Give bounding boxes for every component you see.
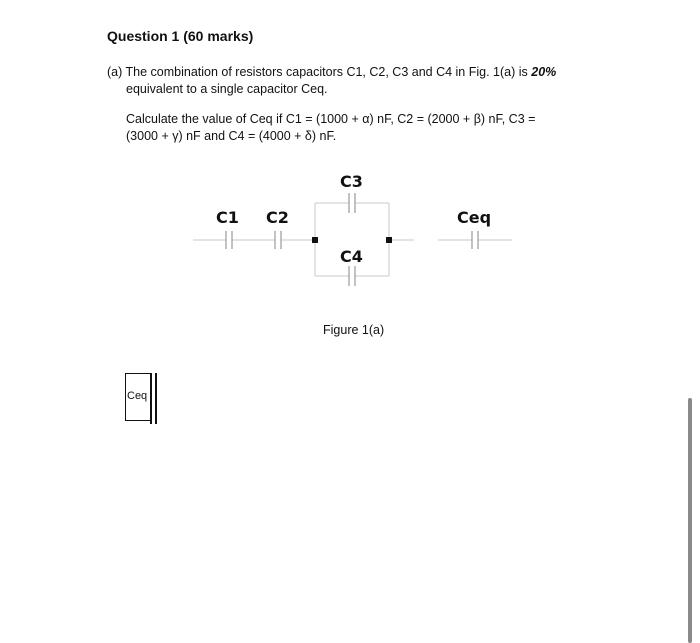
label-c4: C4 — [340, 247, 363, 266]
calc-line2: (3000 + γ) nF and C4 = (4000 + δ) nF. — [126, 129, 337, 143]
ceq-box-plate-2 — [155, 373, 157, 424]
figure-caption: Figure 1(a) — [323, 323, 385, 337]
question-title: Question 1 (60 marks) — [107, 28, 254, 44]
capacitor-c4 — [349, 266, 355, 286]
vertical-scrollbar[interactable] — [688, 398, 692, 643]
label-c1: C1 — [216, 208, 239, 227]
node-left — [312, 237, 318, 243]
node-right — [386, 237, 392, 243]
part-a-line2: equivalent to a single capacitor Ceq. — [126, 82, 328, 96]
capacitor-ceq — [472, 231, 478, 249]
capacitor-c1 — [226, 231, 232, 249]
calc-line1: Calculate the value of Ceq if C1 = (1000 + α) nF, C2 = (2000 + β) nF, C3 = — [126, 112, 536, 126]
label-ceq: Ceq — [457, 208, 492, 227]
label-c3: C3 — [340, 172, 363, 191]
part-a-text: (a) The combination of resistors capacitors C1, C2, C3 and C4 in Fig. 1(a) is — [107, 65, 532, 79]
label-c2: C2 — [266, 208, 289, 227]
capacitor-c2 — [275, 231, 281, 249]
part-a-percentage: 20% — [531, 65, 557, 79]
ceq-box-plate-1 — [150, 373, 152, 424]
ceq-box-label: Ceq — [127, 390, 148, 402]
capacitor-c3 — [349, 193, 355, 213]
